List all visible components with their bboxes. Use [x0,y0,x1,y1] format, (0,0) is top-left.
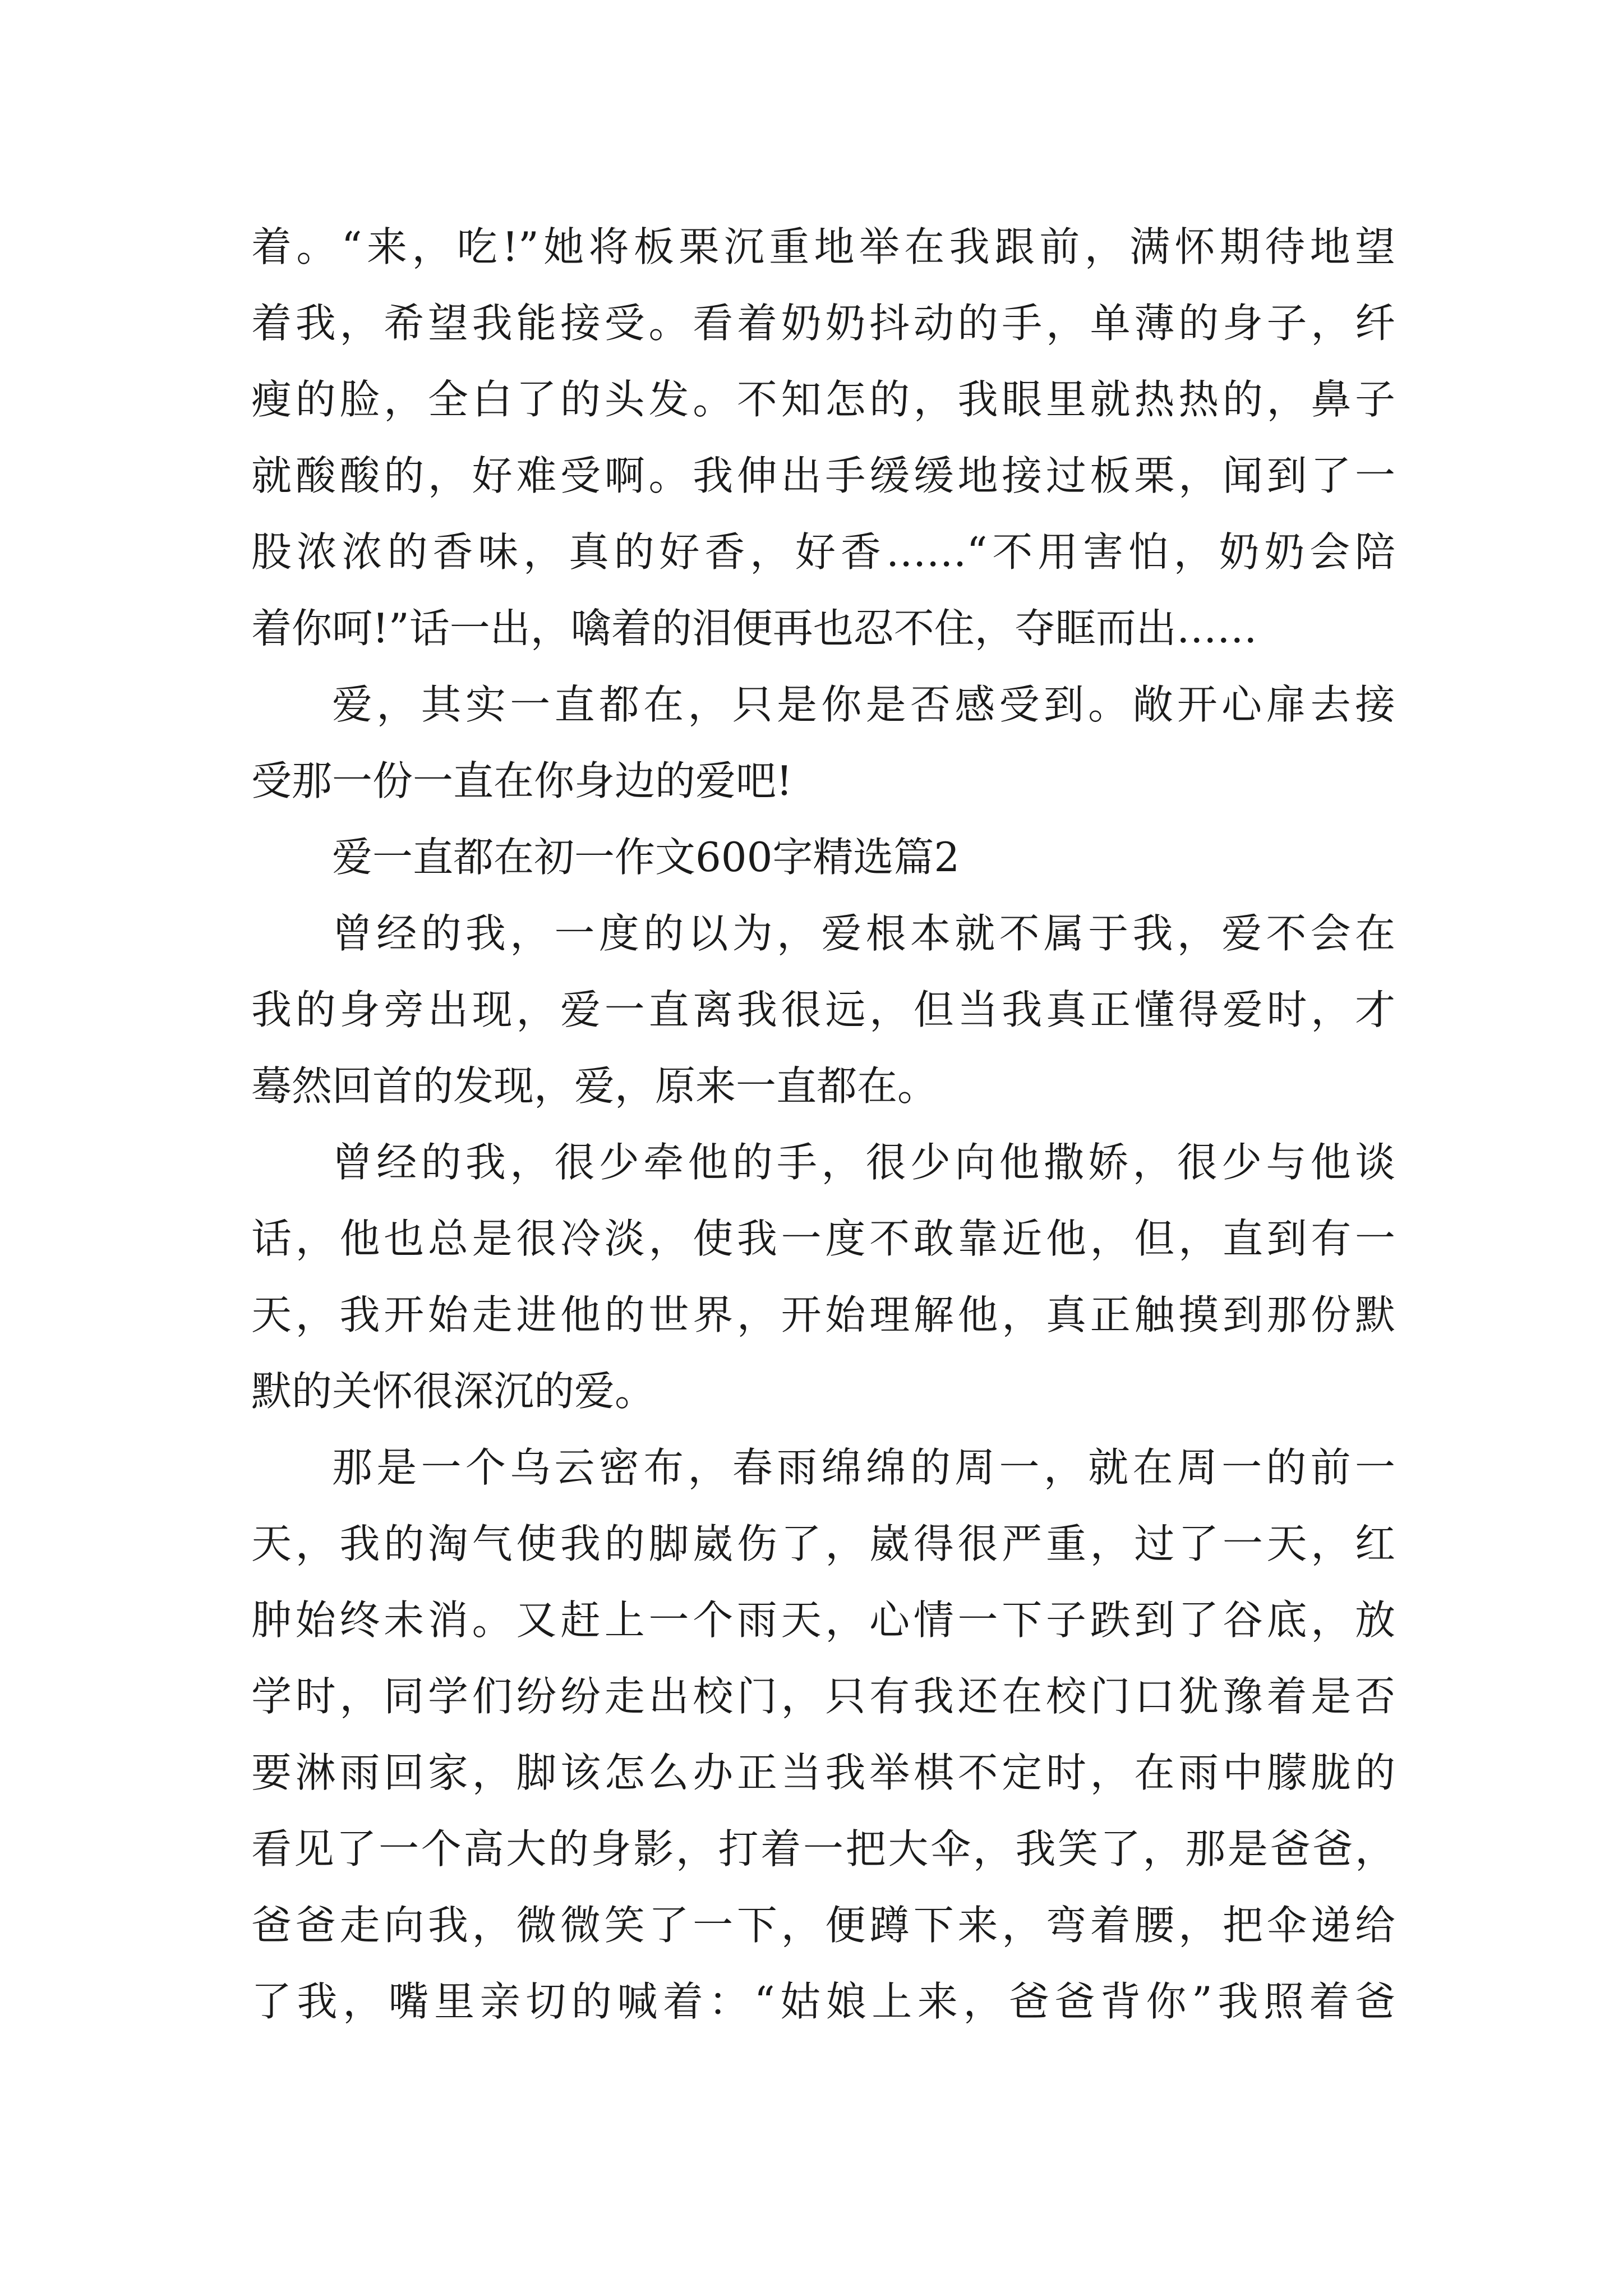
text-line: 就酸酸的，好难受啊。我伸出手缓缓地接过板栗，闻到了一 [251,452,1395,499]
section-heading: 爱一直都在初一作文600字精选篇2 [332,834,960,881]
text-line: 要淋雨回家，脚该怎么办正当我举棋不定时，在雨中朦胧的 [251,1749,1395,1796]
text-line: 肿始终未消。又赶上一个雨天，心情一下子跌到了谷底，放 [251,1596,1395,1644]
text-line: 我的身旁出现，爱一直离我很远，但当我真正懂得爱时，才 [251,986,1395,1033]
text-line: 爸爸走向我，微微笑了一下，便蹲下来，弯着腰，把伞递给 [251,1902,1395,1949]
paragraph-first-line: 爱，其实一直都在，只是你是否感受到。敞开心扉去接 [332,681,1395,728]
text-line: 蓦然回首的发现，爱，原来一直都在。 [251,1062,938,1110]
text-line: 天，我的淘气使我的脚崴伤了，崴得很严重，过了一天，红 [251,1520,1395,1567]
text-line: 了我，嘴里亲切的喊着：“姑娘上来，爸爸背你”我照着爸 [251,1978,1395,2025]
text-line: 着你呵!”话一出，噙着的泪便再也忍不住，夺眶而出…… [251,605,1257,652]
text-line: 着。“来，吃!”她将板栗沉重地举在我跟前，满怀期待地望 [251,223,1395,270]
paragraph-first-line: 那是一个乌云密布，春雨绵绵的周一，就在周一的前一 [332,1444,1395,1491]
text-line: 瘦的脸，全白了的头发。不知怎的，我眼里就热热的，鼻子 [251,376,1395,423]
text-line: 着我，希望我能接受。看着奶奶抖动的手，单薄的身子，纤 [251,300,1395,347]
text-line: 股浓浓的香味，真的好香，好香……“不用害怕，奶奶会陪 [251,528,1395,576]
text-line: 天，我开始走进他的世界，开始理解他，真正触摸到那份默 [251,1291,1395,1338]
text-line: 话，他也总是很冷淡，使我一度不敢靠近他，但，直到有一 [251,1215,1395,1262]
paragraph-first-line: 曾经的我，一度的以为，爱根本就不属于我，爱不会在 [332,910,1395,957]
text-line: 学时，同学们纷纷走出校门，只有我还在校门口犹豫着是否 [251,1673,1395,1720]
paragraph-first-line: 曾经的我，很少牵他的手，很少向他撒娇，很少与他谈 [332,1139,1395,1186]
text-line: 默的关怀很深沉的爱。 [251,1368,656,1415]
text-line: 受那一份一直在你身边的爱吧! [251,757,792,804]
text-line: 看见了一个高大的身影，打着一把大伞，我笑了，那是爸爸， [251,1825,1395,1872]
